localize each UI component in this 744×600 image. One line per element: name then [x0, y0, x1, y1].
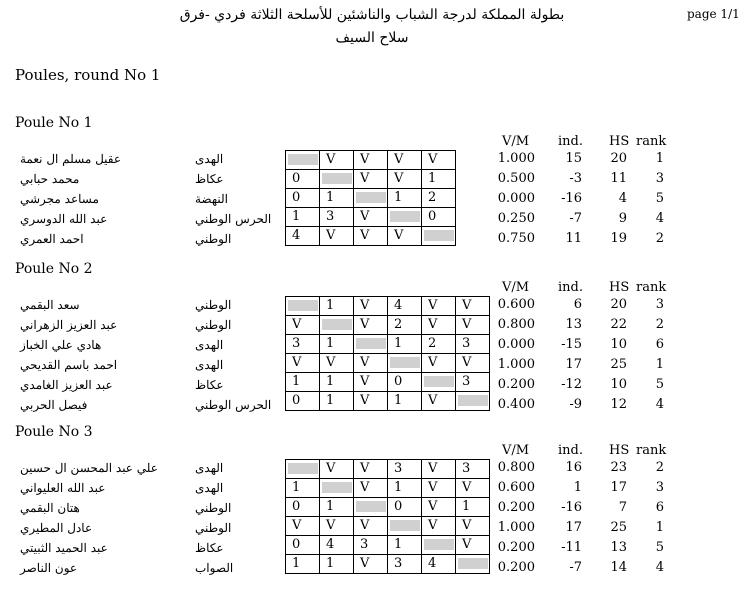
- fencer-name: عون الناصر: [20, 561, 78, 575]
- fencer-name: مساعد مجرشي: [20, 192, 99, 206]
- empty-diagonal-cell: [288, 154, 318, 165]
- empty-diagonal-cell: [322, 173, 352, 184]
- fencer-name: علي عبد المحسن ال حسين: [20, 461, 158, 475]
- rank-value: 2: [655, 460, 664, 475]
- poule-results-grid: [285, 150, 456, 246]
- vm-value: 0.200: [497, 377, 535, 392]
- fencer-club: الوطني: [195, 298, 232, 312]
- vm-value: 1.000: [497, 151, 535, 166]
- bout-score-cell: V: [320, 354, 354, 373]
- vm-value: 0.800: [497, 317, 535, 332]
- fencer-name: عبد الله العليواني: [20, 481, 106, 495]
- bout-score-cell: 3: [456, 335, 490, 354]
- bout-score-cell: V: [354, 208, 388, 227]
- bout-score-cell: 3: [354, 536, 388, 555]
- hs-value: 12: [610, 397, 627, 412]
- bout-score-cell: 0: [286, 536, 320, 555]
- ind-header: ind.: [558, 134, 583, 149]
- fencer-name: احمد العمري: [20, 232, 84, 246]
- fencer-club: عكاظ: [195, 172, 224, 186]
- bout-score-cell: V: [422, 316, 456, 335]
- fencer-name: عبد الحميد الثبيتي: [20, 541, 108, 555]
- ind-value: 17: [565, 520, 582, 535]
- weapon-subtitle: سلاح السيف: [335, 30, 409, 46]
- rank-value: 2: [655, 317, 664, 332]
- bout-score-cell: 1: [456, 498, 490, 517]
- table-row: [286, 170, 456, 189]
- bout-score-cell: 1: [286, 555, 320, 574]
- bout-score-cell: V: [422, 297, 456, 316]
- vm-value: 1.000: [497, 357, 535, 372]
- ind-value: -16: [561, 500, 582, 515]
- table-row: [286, 536, 490, 555]
- rank-value: 1: [655, 357, 664, 372]
- rank-value: 4: [655, 211, 664, 226]
- hs-header: HS: [609, 134, 630, 149]
- self-bout-cell: [286, 460, 320, 479]
- empty-diagonal-cell: [390, 211, 420, 222]
- self-bout-cell: [354, 335, 388, 354]
- empty-diagonal-cell: [390, 520, 420, 531]
- hs-header: HS: [609, 443, 630, 458]
- self-bout-cell: [354, 498, 388, 517]
- rank-value: 5: [655, 191, 664, 206]
- empty-diagonal-cell: [356, 192, 386, 203]
- hs-value: 4: [618, 191, 627, 206]
- bout-score-cell: V: [354, 555, 388, 574]
- hs-value: 17: [610, 480, 627, 495]
- poule-title: Poule No 1: [15, 115, 93, 131]
- fencer-club: الوطني: [195, 501, 232, 515]
- bout-score-cell: V: [456, 316, 490, 335]
- vm-value: 0.500: [497, 171, 535, 186]
- empty-diagonal-cell: [288, 300, 318, 311]
- bout-score-cell: 3: [388, 460, 422, 479]
- hs-value: 19: [610, 231, 627, 246]
- bout-score-cell: V: [286, 517, 320, 536]
- table-row: [286, 479, 490, 498]
- poule-title: Poule No 2: [15, 261, 93, 277]
- bout-score-cell: V: [320, 517, 354, 536]
- empty-diagonal-cell: [424, 376, 454, 387]
- bout-score-cell: V: [354, 392, 388, 411]
- poule-results-grid: [285, 459, 490, 574]
- fencer-name: هتان البقمي: [20, 501, 80, 515]
- bout-score-cell: V: [422, 498, 456, 517]
- fencer-club: عكاظ: [195, 378, 224, 392]
- table-row: [286, 354, 490, 373]
- rank-header: rank: [636, 280, 667, 295]
- round-title: Poules, round No 1: [15, 66, 161, 84]
- ind-value: 11: [565, 231, 582, 246]
- table-row: [286, 151, 456, 170]
- fencer-club: الصواب: [195, 561, 234, 575]
- bout-score-cell: V: [456, 297, 490, 316]
- rank-value: 3: [655, 297, 664, 312]
- fencer-club: الهدى: [195, 152, 224, 166]
- bout-score-cell: V: [354, 373, 388, 392]
- ind-value: -16: [561, 191, 582, 206]
- bout-score-cell: 3: [320, 208, 354, 227]
- empty-diagonal-cell: [356, 338, 386, 349]
- fencer-name: عقيل مسلم ال نعمة: [20, 152, 122, 166]
- empty-diagonal-cell: [424, 539, 454, 550]
- fencer-name: عبد العزيز الغامدي: [20, 378, 113, 392]
- document-title: بطولة المملكة لدرجة الشباب والناشئين للأسلحة الثلاثة فردي -فرق: [179, 7, 565, 23]
- vm-value: 0.600: [497, 297, 535, 312]
- bout-score-cell: 1: [388, 479, 422, 498]
- self-bout-cell: [286, 151, 320, 170]
- hs-value: 25: [610, 520, 627, 535]
- vm-header: V/M: [502, 280, 530, 295]
- empty-diagonal-cell: [322, 482, 352, 493]
- self-bout-cell: [388, 517, 422, 536]
- empty-diagonal-cell: [458, 395, 488, 406]
- bout-score-cell: V: [388, 170, 422, 189]
- fencer-name: عادل المطيري: [20, 521, 93, 535]
- bout-score-cell: V: [354, 227, 388, 246]
- rank-value: 5: [655, 540, 664, 555]
- vm-value: 0.200: [497, 540, 535, 555]
- fencer-name: محمد حبابي: [20, 172, 80, 186]
- bout-score-cell: V: [422, 354, 456, 373]
- table-row: [286, 517, 490, 536]
- rank-header: rank: [636, 443, 667, 458]
- bout-score-cell: V: [354, 517, 388, 536]
- ind-value: 15: [565, 151, 582, 166]
- rank-value: 3: [655, 171, 664, 186]
- bout-score-cell: 2: [422, 189, 456, 208]
- bout-score-cell: V: [354, 460, 388, 479]
- empty-diagonal-cell: [288, 463, 318, 474]
- bout-score-cell: V: [320, 151, 354, 170]
- ind-value: 17: [565, 357, 582, 372]
- rank-value: 6: [655, 500, 664, 515]
- rank-value: 3: [655, 480, 664, 495]
- fencer-club: الهدى: [195, 461, 224, 475]
- self-bout-cell: [320, 170, 354, 189]
- rank-value: 6: [655, 337, 664, 352]
- vm-value: 0.200: [497, 560, 535, 575]
- table-row: [286, 498, 490, 517]
- bout-score-cell: 1: [388, 335, 422, 354]
- fencer-club: الهدى: [195, 481, 224, 495]
- ind-value: 6: [573, 297, 582, 312]
- table-row: [286, 460, 490, 479]
- empty-diagonal-cell: [356, 501, 386, 512]
- vm-value: 1.000: [497, 520, 535, 535]
- ind-value: 1: [573, 480, 582, 495]
- rank-header: rank: [636, 134, 667, 149]
- self-bout-cell: [320, 316, 354, 335]
- self-bout-cell: [456, 555, 490, 574]
- fencer-club: الوطني: [195, 521, 232, 535]
- self-bout-cell: [422, 373, 456, 392]
- bout-score-cell: 1: [388, 189, 422, 208]
- hs-value: 20: [610, 151, 627, 166]
- table-row: [286, 189, 456, 208]
- fencer-name: سعد البقمي: [20, 298, 80, 312]
- rank-value: 1: [655, 151, 664, 166]
- bout-score-cell: V: [320, 227, 354, 246]
- ind-value: -12: [561, 377, 582, 392]
- self-bout-cell: [320, 479, 354, 498]
- fencer-name: فيصل الحربي: [20, 398, 88, 412]
- rank-value: 4: [655, 397, 664, 412]
- bout-score-cell: V: [354, 297, 388, 316]
- hs-value: 25: [610, 357, 627, 372]
- ind-value: -15: [561, 337, 582, 352]
- fencer-club: الوطني: [195, 232, 232, 246]
- fencer-club: الحرس الوطني: [195, 212, 272, 226]
- bout-score-cell: V: [422, 517, 456, 536]
- ind-value: -7: [569, 211, 582, 226]
- hs-value: 14: [610, 560, 627, 575]
- bout-score-cell: 0: [286, 498, 320, 517]
- fencer-name: احمد باسم القديحي: [20, 358, 118, 372]
- hs-value: 7: [618, 500, 627, 515]
- hs-value: 13: [610, 540, 627, 555]
- rank-value: 1: [655, 520, 664, 535]
- bout-score-cell: 1: [320, 498, 354, 517]
- self-bout-cell: [354, 189, 388, 208]
- bout-score-cell: V: [422, 392, 456, 411]
- bout-score-cell: 0: [422, 208, 456, 227]
- bout-score-cell: V: [354, 354, 388, 373]
- empty-diagonal-cell: [322, 319, 352, 330]
- vm-value: 0.600: [497, 480, 535, 495]
- fencer-club: الوطني: [195, 318, 232, 332]
- vm-value: 0.750: [497, 231, 535, 246]
- bout-score-cell: V: [354, 479, 388, 498]
- ind-value: -3: [569, 171, 582, 186]
- fencer-name: عبد الله الدوسري: [20, 212, 108, 226]
- bout-score-cell: V: [456, 479, 490, 498]
- fencer-name: هادي علي الخباز: [20, 338, 102, 352]
- ind-header: ind.: [558, 280, 583, 295]
- table-row: [286, 297, 490, 316]
- bout-score-cell: 1: [320, 555, 354, 574]
- hs-value: 11: [610, 171, 627, 186]
- hs-value: 23: [610, 460, 627, 475]
- bout-score-cell: 0: [286, 189, 320, 208]
- bout-score-cell: 0: [286, 392, 320, 411]
- bout-score-cell: 3: [456, 460, 490, 479]
- fencer-club: الهدى: [195, 338, 224, 352]
- fencer-club: النهضة: [195, 192, 228, 206]
- bout-score-cell: V: [286, 354, 320, 373]
- rank-value: 5: [655, 377, 664, 392]
- ind-value: -11: [561, 540, 582, 555]
- bout-score-cell: 2: [388, 316, 422, 335]
- self-bout-cell: [456, 392, 490, 411]
- ind-value: 13: [565, 317, 582, 332]
- bout-score-cell: 1: [320, 335, 354, 354]
- bout-score-cell: 1: [286, 373, 320, 392]
- bout-score-cell: 1: [286, 479, 320, 498]
- fencer-club: الهدى: [195, 358, 224, 372]
- bout-score-cell: V: [422, 151, 456, 170]
- ind-value: -7: [569, 560, 582, 575]
- hs-value: 22: [610, 317, 627, 332]
- fencer-club: عكاظ: [195, 541, 224, 555]
- bout-score-cell: 0: [286, 170, 320, 189]
- bout-score-cell: V: [422, 460, 456, 479]
- bout-score-cell: 4: [320, 536, 354, 555]
- ind-value: 16: [565, 460, 582, 475]
- bout-score-cell: 0: [388, 498, 422, 517]
- hs-value: 10: [610, 377, 627, 392]
- vm-value: 0.250: [497, 211, 535, 226]
- self-bout-cell: [286, 297, 320, 316]
- table-row: [286, 227, 456, 246]
- table-row: [286, 316, 490, 335]
- bout-score-cell: V: [456, 536, 490, 555]
- bout-score-cell: 1: [320, 297, 354, 316]
- bout-score-cell: V: [456, 517, 490, 536]
- poule-results-grid: [285, 296, 490, 411]
- bout-score-cell: V: [422, 479, 456, 498]
- bout-score-cell: 0: [388, 373, 422, 392]
- bout-score-cell: V: [354, 151, 388, 170]
- bout-score-cell: V: [388, 151, 422, 170]
- poule-title: Poule No 3: [15, 424, 93, 440]
- vm-header: V/M: [502, 134, 530, 149]
- table-row: [286, 555, 490, 574]
- bout-score-cell: V: [388, 227, 422, 246]
- page-number: page 1/1: [687, 7, 740, 21]
- bout-score-cell: 4: [388, 297, 422, 316]
- vm-value: 0.200: [497, 500, 535, 515]
- bout-score-cell: 3: [286, 335, 320, 354]
- bout-score-cell: 4: [286, 227, 320, 246]
- empty-diagonal-cell: [424, 230, 454, 241]
- bout-score-cell: V: [320, 460, 354, 479]
- ind-header: ind.: [558, 443, 583, 458]
- empty-diagonal-cell: [458, 558, 488, 569]
- table-row: [286, 208, 456, 227]
- table-row: [286, 335, 490, 354]
- rank-value: 4: [655, 560, 664, 575]
- bout-score-cell: V: [286, 316, 320, 335]
- ind-value: -9: [569, 397, 582, 412]
- self-bout-cell: [422, 536, 456, 555]
- bout-score-cell: 1: [320, 392, 354, 411]
- bout-score-cell: 1: [320, 189, 354, 208]
- bout-score-cell: 2: [422, 335, 456, 354]
- bout-score-cell: 3: [388, 555, 422, 574]
- bout-score-cell: 1: [286, 208, 320, 227]
- fencer-club: الحرس الوطني: [195, 398, 272, 412]
- fencer-name: عبد العزيز الزهراني: [20, 318, 118, 332]
- hs-header: HS: [609, 280, 630, 295]
- self-bout-cell: [422, 227, 456, 246]
- bout-score-cell: 4: [422, 555, 456, 574]
- bout-score-cell: 3: [456, 373, 490, 392]
- bout-score-cell: 1: [320, 373, 354, 392]
- bout-score-cell: V: [354, 170, 388, 189]
- vm-value: 0.800: [497, 460, 535, 475]
- bout-score-cell: V: [456, 354, 490, 373]
- vm-value: 0.400: [497, 397, 535, 412]
- bout-score-cell: 1: [422, 170, 456, 189]
- empty-diagonal-cell: [390, 357, 420, 368]
- vm-value: 0.000: [497, 191, 535, 206]
- table-row: [286, 392, 490, 411]
- vm-header: V/M: [502, 443, 530, 458]
- vm-value: 0.000: [497, 337, 535, 352]
- table-row: [286, 373, 490, 392]
- bout-score-cell: V: [354, 316, 388, 335]
- self-bout-cell: [388, 354, 422, 373]
- hs-value: 10: [610, 337, 627, 352]
- bout-score-cell: 1: [388, 392, 422, 411]
- rank-value: 2: [655, 231, 664, 246]
- bout-score-cell: 1: [388, 536, 422, 555]
- hs-value: 9: [618, 211, 627, 226]
- self-bout-cell: [388, 208, 422, 227]
- hs-value: 20: [610, 297, 627, 312]
